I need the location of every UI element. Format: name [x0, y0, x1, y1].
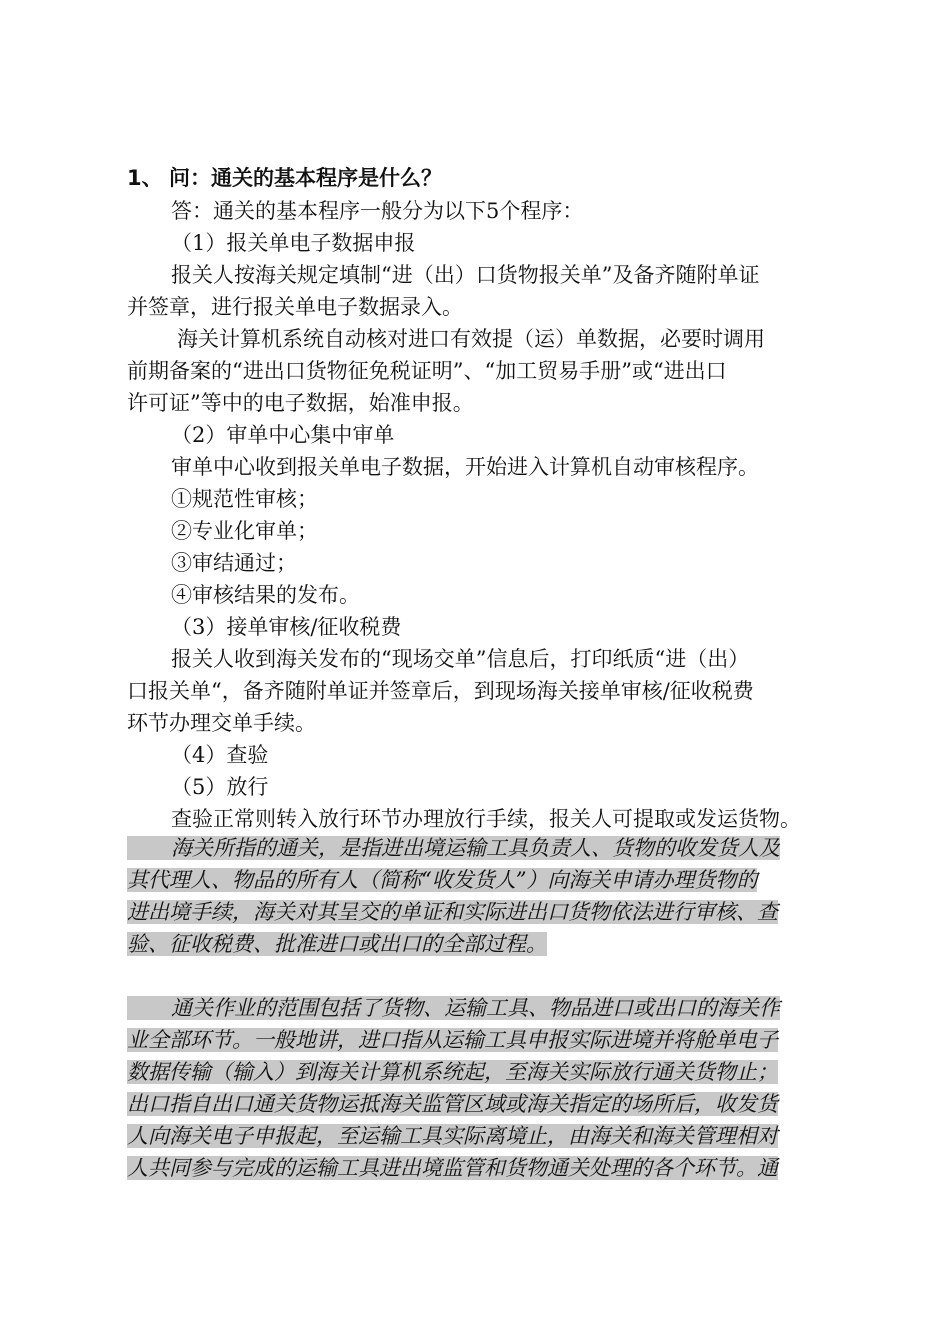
question-number: 1、: [127, 166, 163, 190]
step3-paragraph-line2: 口报关单“，备齐随附单证并签章后，到现场海关接单审核/征收税费: [127, 679, 754, 703]
step1-title: （1）报关单电子数据申报: [171, 231, 416, 255]
question-heading: [127, 163, 827, 193]
step2-item: ③审结通过；: [171, 551, 297, 575]
highlight-paragraph2-line: 人向海关电子申报起，至运输工具实际离境止，由海关和海关管理相对: [127, 1124, 778, 1148]
question-text: 问：通关的基本程序是什么？: [169, 166, 442, 190]
step2-title: （2）审单中心集中审单: [171, 423, 395, 447]
step2-item: ①规范性审核；: [171, 487, 318, 511]
step3-paragraph-line1: 报关人收到海关发布的“现场交单”信息后，打印纸质“进（出）: [171, 647, 750, 671]
answer-intro: 答：通关的基本程序一般分为以下5个程序：: [171, 199, 584, 223]
step2-item: ②专业化审单；: [171, 519, 318, 543]
step2-item: ④审核结果的发布。: [171, 583, 360, 607]
highlight-paragraph2-line: 数据传输（输入）到海关计算机系统起，至海关实际放行通关货物止；: [127, 1060, 778, 1084]
step1-paragraph2-line2: 前期备案的“进出口货物征免税证明”、“加工贸易手册”或“进出口: [127, 359, 727, 383]
step1-paragraph1-line2: 并签章，进行报关单电子数据录入。: [127, 295, 463, 319]
step5-paragraph: 查验正常则转入放行环节办理放行手续，报关人可提取或发运货物。: [171, 807, 801, 831]
highlight-paragraph1-line: 进出境手续，海关对其呈交的单证和实际进出口货物依法进行审核、查: [127, 900, 778, 924]
step1-paragraph2-line1: 海关计算机系统自动核对进口有效提（运）单数据，必要时调用: [177, 327, 765, 351]
step4-title: （4）查验: [171, 743, 269, 767]
highlight-paragraph2-line: 通关作业的范围包括了货物、运输工具、物品进口或出口的海关作: [127, 992, 823, 1024]
step5-title: （5）放行: [171, 775, 269, 799]
step3-paragraph-line3: 环节办理交单手续。: [127, 711, 316, 735]
step1-paragraph1-line1: 报关人按海关规定填制“进（出）口货物报关单”及备齐随附单证: [171, 263, 760, 287]
highlight-paragraph1-line: 其代理人、物品的所有人（简称“收发货人”）向海关申请办理货物的: [127, 868, 758, 892]
highlight-paragraph2-line: 业全部环节。一般地讲，进口指从运输工具申报实际进境并将舱单电子: [127, 1028, 778, 1052]
highlight-paragraph1-line: 海关所指的通关，是指进出境运输工具负责人、货物的收发货人及: [127, 832, 823, 864]
highlight-paragraph2-line: 人共同参与完成的运输工具进出境监管和货物通关处理的各个环节。通: [127, 1156, 778, 1180]
step1-paragraph2-line3: 许可证”等中的电子数据，始准申报。: [127, 391, 474, 415]
step3-title: （3）接单审核/征收税费: [171, 615, 402, 639]
step2-paragraph: 审单中心收到报关单电子数据，开始进入计算机自动审核程序。: [171, 455, 759, 479]
highlight-paragraph2-line: 出口指自出口通关货物运抵海关监管区域或海关指定的场所后，收发货: [127, 1092, 778, 1116]
highlight-paragraph1-line: 验、征收税费、批准进口或出口的全部过程。: [127, 932, 547, 956]
